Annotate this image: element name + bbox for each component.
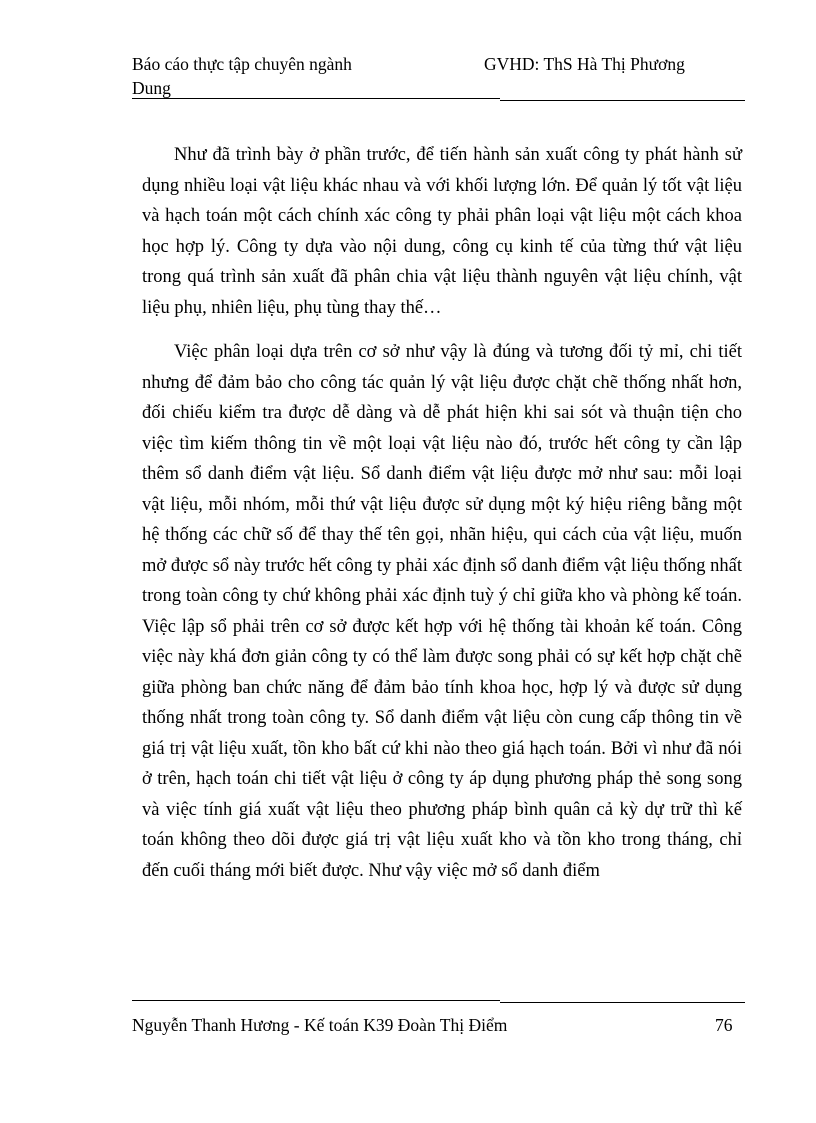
report-title: Báo cáo thực tập chuyên ngành: [132, 54, 352, 74]
body-text: [142, 140, 742, 900]
header-divider-left: [132, 98, 500, 99]
paragraph-1: Như đã trình bày ở phần trước, để tiến hành sản xuất công ty phát hành sử dụng nhiều loại vật liệu khác nhau và với khối lượng lớn. Để quản lý tốt vật liệu và hạch toán một cách chính xác công ty phải phân loại vật liệu một cách khoa học hợp lý. Công ty dựa vào nội dung, công cụ kinh tế của từng thứ vật liệu trong quá trình sản xuất đã phân chia vật liệu thành nguyên vật liệu chính, vật liệu phụ, nhiên liệu, phụ tùng thay thế…: [142, 145, 742, 318]
page-number: 76: [715, 1015, 733, 1035]
footer-author: Nguyễn Thanh Hương - Kế toán K39 Đoàn Thị Điểm: [132, 1015, 508, 1035]
header-left: [132, 52, 392, 100]
supervisor-name: GVHD: ThS Hà Thị Phương: [484, 54, 685, 74]
footer-divider-right: [500, 1002, 745, 1003]
footer-divider-left: [132, 1000, 500, 1001]
paragraph-2: Việc phân loại dựa trên cơ sở như vậy là đúng và tương đối tỷ mỉ, chi tiết nhưng để đảm bảo cho công tác quản lý vật liệu được chặt chẽ thống nhất hơn, đối chiếu kiểm tra được dễ dàng và dễ phát hiện khi sai sót và thuận tiện cho việc tìm kiếm thông tin về một loại vật liệu nào đó, trước hết công ty cần lập thêm sổ danh điểm vật liệu. Sổ danh điểm vật liệu được mở như sau: mỗi loại vật liệu, mỗi nhóm, mỗi thứ vật liệu được sử dụng một ký hiệu riêng bằng một hệ thống các chữ số để thay thế tên gọi, nhãn hiệu, qui cách của vật liệu, muốn mở được sổ này trước hết công ty phải xác định sổ danh điểm vật liệu thống nhất trong toàn công ty chứ không phải xác định tuỳ ý chỉ giữa kho và phòng kế toán. Việc lập sổ phải trên cơ sở được kết hợp với hệ thống tài khoản kế toán. Công việc này khá đơn giản công ty có thể làm được song phải có sự kết hợp chặt chẽ giữa phòng ban chức năng để đảm bảo tính khoa học, hợp lý và được sử dụng thống nhất trong toàn công ty. Sổ danh điểm vật liệu còn cung cấp thông tin về giá trị vật liệu xuất, tồn kho bất cứ khi nào theo giá hạch toán. Bởi vì như đã nói ở trên, hạch toán chi tiết vật liệu ở công ty áp dụng phương pháp thẻ song song và việc tính giá xuất vật liệu theo phương pháp bình quân cả kỳ dự trữ thì kế toán không theo dõi được giá trị vật liệu xuất kho và tồn kho trong tháng, chỉ đến cuối tháng mới biết được. Như vậy việc mở sổ danh điểm: [142, 342, 742, 881]
header-divider-right: [500, 100, 745, 101]
report-title-continued: Dung: [132, 78, 171, 98]
